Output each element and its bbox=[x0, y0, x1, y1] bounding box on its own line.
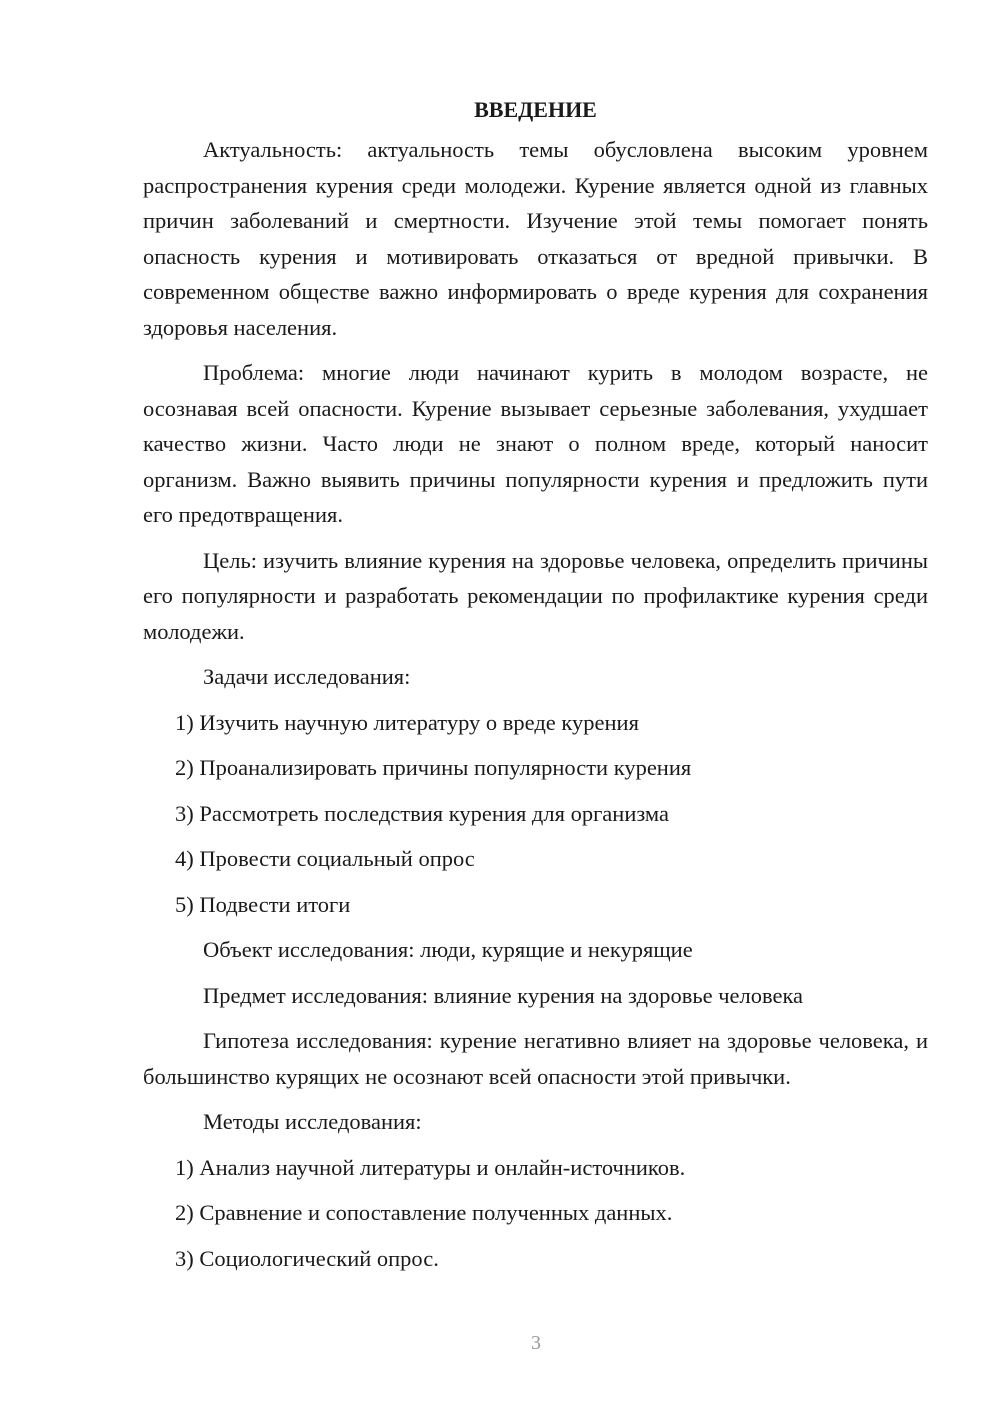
task-item: 2) Проанализировать причины популярности курения bbox=[175, 755, 692, 780]
tasks-label: Задачи исследования: bbox=[203, 664, 411, 689]
methods-label: Методы исследования: bbox=[203, 1109, 422, 1134]
section-title: ВВЕДЕНИЕ bbox=[474, 97, 597, 122]
method-item: 3) Социологический опрос. bbox=[175, 1245, 439, 1271]
page-content bbox=[143, 92, 928, 1286]
relevance-paragraph: Актуальность: актуальность темы обусловлена высоким уровнем распространения курения среди молодежи. Курение является одной из главных причин заболеваний и смертности. Изучение этой темы помогает понять опасность курения и мотивировать отказаться от вредной привычки. В современном обществе важно информировать о вреде курения для сохранения здоровья населения. bbox=[143, 137, 928, 340]
problem-paragraph: Проблема: многие люди начинают курить в молодом возрасте, не осознавая всей опасности. Курение вызывает серьезные заболевания, ухудшает качество жизни. Часто люди не знают о полном вреде, который наносит организм. Важно выявить причины популярности курения и предложить пути его предотвращения. bbox=[143, 360, 928, 527]
object-line: Объект исследования: люди, курящие и некурящие bbox=[203, 937, 693, 962]
methods-list bbox=[143, 1150, 928, 1277]
task-item: 4) Провести социальный опрос bbox=[175, 846, 475, 871]
hypothesis-paragraph: Гипотеза исследования: курение негативно влияет на здоровье человека, и большинство курящих не осознают всей опасности этой привычки. bbox=[143, 1028, 928, 1089]
method-item: 2) Сравнение и сопоставление полученных данных. bbox=[175, 1200, 673, 1225]
task-item: 5) Подвести итоги bbox=[175, 891, 351, 917]
goal-paragraph: Цель: изучить влияние курения на здоровье человека, определить причины его популярности и разработать рекомендации по профилактике курения среди молодежи. bbox=[143, 547, 928, 644]
task-item: 3) Рассмотреть последствия курения для организма bbox=[175, 800, 670, 826]
tasks-list bbox=[143, 705, 928, 923]
page-number: 3 bbox=[531, 1332, 541, 1354]
task-item: 1) Изучить научную литературу о вреде курения bbox=[175, 709, 639, 735]
subject-line: Предмет исследования: влияние курения на здоровье человека bbox=[203, 982, 804, 1008]
method-item: 1) Анализ научной литературы и онлайн-источников. bbox=[175, 1154, 686, 1180]
